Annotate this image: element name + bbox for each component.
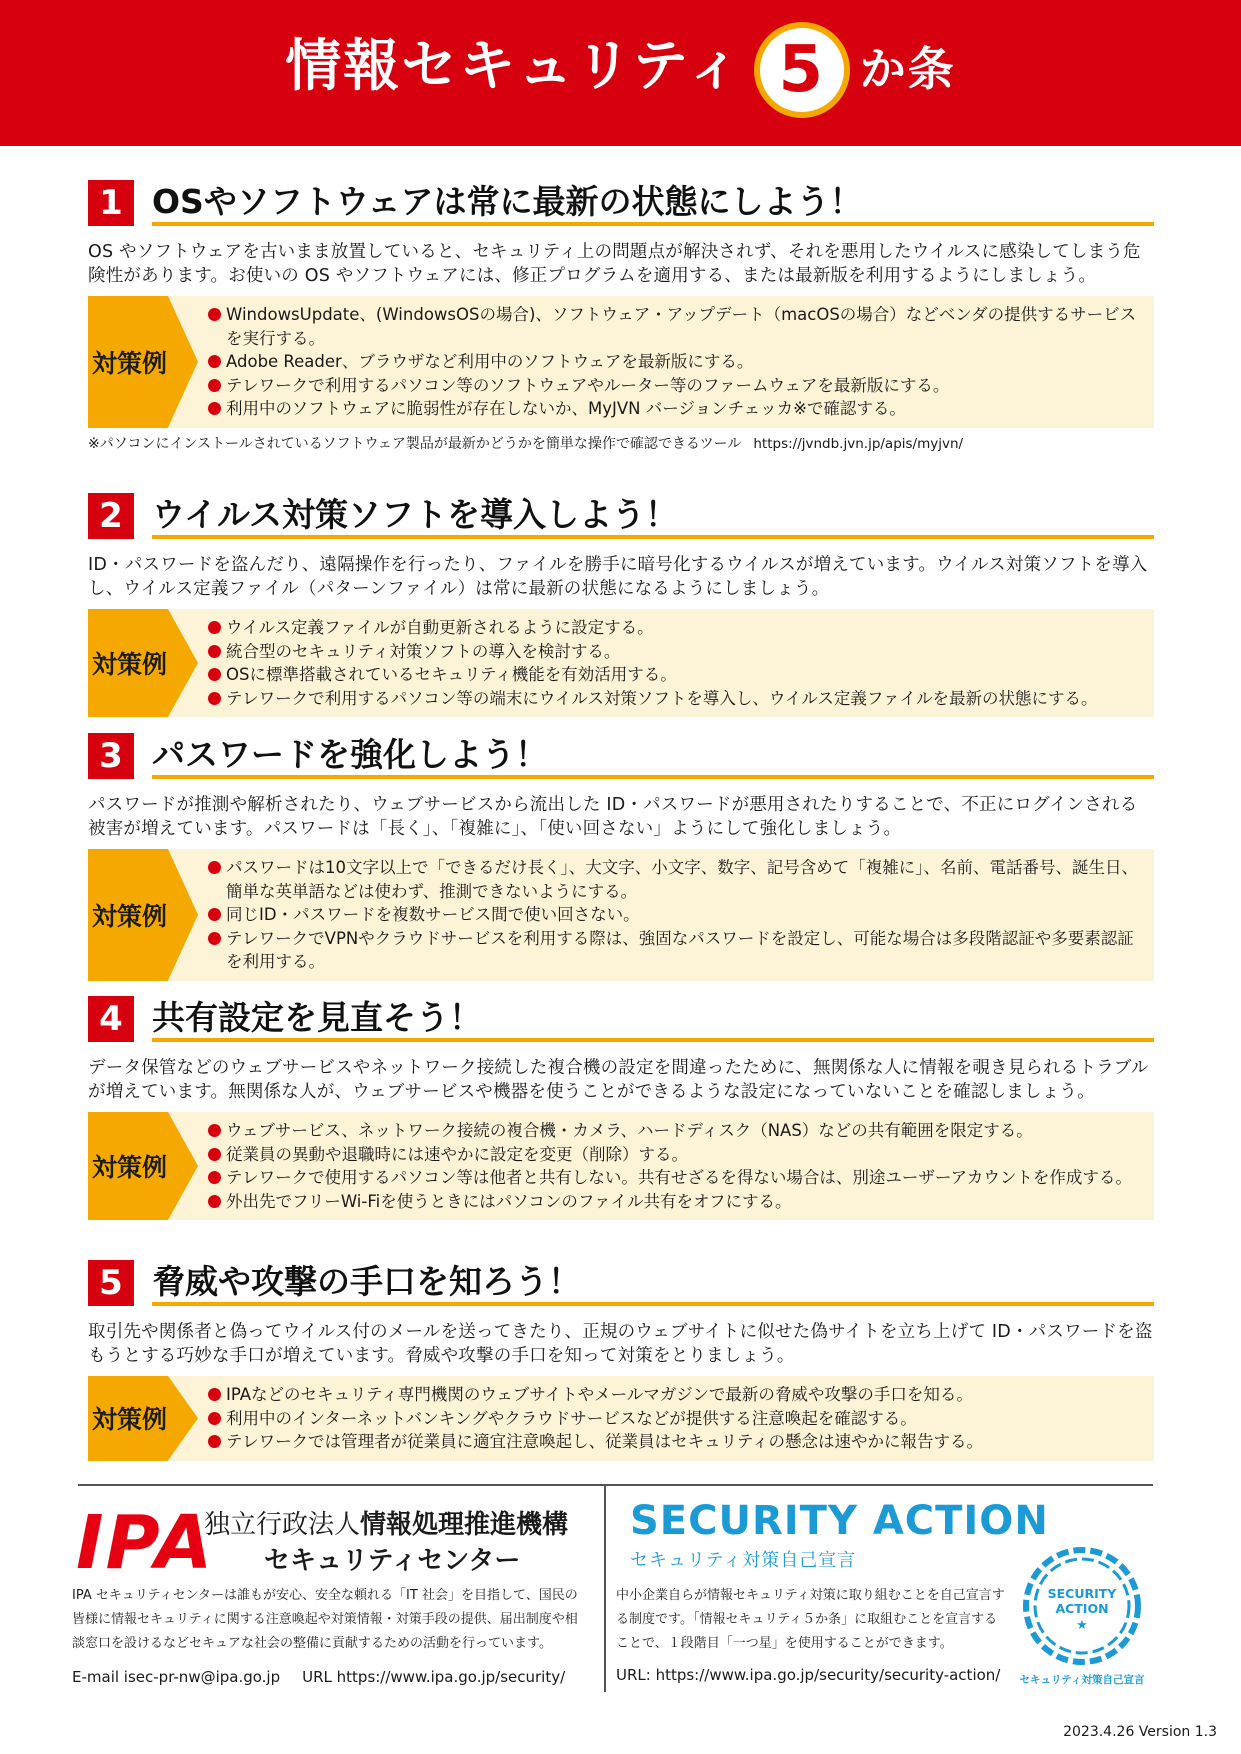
section-header [88,992,1154,1042]
measures-label: 対策例 [92,1405,168,1435]
measures-label: 対策例 [92,901,168,931]
bullet-dot-icon [208,1148,221,1161]
security-action-title: SECURITY ACTION [630,1498,1049,1544]
ipa-org-name: 独立行政法人情報処理推進機構 [204,1510,569,1540]
bullet-dot-icon [208,1171,221,1184]
section-3 [88,729,1154,981]
list-item: テレワークで使用するパソコン等は他者と共有しない。共有せざるを得ない場合は、別途ユーザーアカウントを作成する。 [208,1166,1146,1190]
section-title: パスワードを強化しよう！ [152,735,548,774]
title-number-circle: 5 [754,22,850,118]
myjvn-link[interactable]: https://jvndb.jvn.jp/apis/myjvn/ [753,435,964,452]
ipa-center-name: セキュリティセンター [264,1546,521,1576]
measures-label-bg [88,296,168,428]
list-item: ウェブサービス、ネットワーク接続の複合機・カメラ、ハードディスク（NAS）などの共有範囲を限定する。 [208,1119,1146,1143]
bullet-dot-icon [208,308,221,321]
section-body: OS やソフトウェアを古いまま放置していると、セキュリティ上の問題点が解決されず、それを悪用したウイルスに感染してしまう危険性があります。お使いの OS やソフトウェアには、修正プログラムを適用する、または最新版を利用するようにしましょう。 [88,242,1141,286]
arrow-chevron-icon [168,1112,198,1220]
measures-label-bg [88,609,168,717]
bullet-dot-icon [208,645,221,658]
security-action-url[interactable]: URL: https://www.ipa.go.jp/security/security-action/ [616,1666,1001,1684]
bullet-dot-icon [208,1435,221,1448]
measures-label-bg [88,1112,168,1220]
measures-list [88,296,1154,428]
measures-box [88,609,1154,717]
list-item: IPAなどのセキュリティ専門機関のウェブサイトやメールマガジンで最新の脅威や攻撃の手口を知る。 [208,1383,1146,1407]
section-header [88,489,1154,539]
footer-vertical-divider [604,1486,606,1692]
section-header [88,176,1154,226]
measures-list [88,1376,1154,1461]
section-header [88,1256,1154,1306]
measures-label-bg [88,1376,168,1461]
section-underline [152,1038,1154,1042]
header-banner [0,0,1241,146]
list-item: テレワークでVPNやクラウドサービスを利用する際は、強固なパスワードを設定し、可能な場合は多段階認証や多要素認証を利用する。 [208,927,1146,974]
arrow-chevron-icon [168,296,198,428]
list-item: Adobe Reader、ブラウザなど利用中のソフトウェアを最新版にする。 [208,350,1146,374]
section-number: 5 [88,1260,134,1306]
bullet-dot-icon [208,355,221,368]
footnote: ※パソコンにインストールされているソフトウェア製品が最新かどうかを簡単な操作で確認できるツール https://jvndb.jvn.jp/apis/myjvn/ [88,435,964,452]
measures-label-bg [88,849,168,981]
section-number: 4 [88,996,134,1042]
badge-caption: セキュリティ対策自己宣言 [1019,1674,1145,1686]
title-text-before: 情報セキュリティ [285,34,744,100]
bullet-dot-icon [208,379,221,392]
section-underline [152,775,1154,779]
bullet-dot-icon [208,402,221,415]
list-item: 外出先でフリーWi-Fiを使うときにはパソコンのファイル共有をオフにする。 [208,1190,1146,1214]
arrow-chevron-icon [168,849,198,981]
measures-box [88,1112,1154,1220]
list-item: 利用中のインターネットバンキングやクラウドサービスなどが提供する注意喚起を確認する。 [208,1407,1146,1431]
page-title [0,22,1241,118]
ipa-logo: IPA [76,1500,215,1586]
ipa-email[interactable]: E-mail isec-pr-nw@ipa.go.jp [72,1668,281,1686]
section-underline [152,535,1154,539]
section-number: 3 [88,733,134,779]
bullet-dot-icon [208,692,221,705]
security-action-description: 中小企業自らが情報セキュリティ対策に取り組むことを自己宣言する制度です。「情報セキュリティ５か条」に取組むことを宣言することで、１段階目「一つ星」を使用することができます。 [616,1588,1005,1651]
list-item: 統合型のセキュリティ対策ソフトの導入を検討する。 [208,640,1146,664]
section-underline [152,222,1154,226]
section-number: 2 [88,493,134,539]
section-body: 取引先や関係者と偽ってウイルス付のメールを送ってきたり、正規のウェブサイトに似せた偽サイトを立ち上げて ID・パスワードを盗もうとする巧妙な手口が増えています。脅威や攻撃の手口を知って対策をとりましょう。 [88,1322,1153,1366]
section-header [88,729,1154,779]
section-underline [152,1302,1154,1306]
bullet-dot-icon [208,932,221,945]
ipa-url[interactable]: URL https://www.ipa.go.jp/security/ [302,1668,566,1686]
list-item: テレワークでは管理者が従業員に適宜注意喚起し、従業員はセキュリティの懸念は速やかに報告する。 [208,1430,1146,1454]
section-body: ID・パスワードを盗んだり、遠隔操作を行ったり、ファイルを勝手に暗号化するウイルスが増えています。ウイルス対策ソフトを導入し、ウイルス定義ファイル（パターンファイル）は常に最新の状態になるようにしましょう。 [88,555,1148,599]
bullet-dot-icon [208,1124,221,1137]
version-label: 2023.4.26 Version 1.3 [1063,1724,1217,1740]
bullet-dot-icon [208,1195,221,1208]
section-title: ウイルス対策ソフトを導入しよう！ [152,495,679,534]
bullet-dot-icon [208,621,221,634]
list-item: 利用中のソフトウェアに脆弱性が存在しないか、MyJVN バージョンチェッカ※で確認する。 [208,397,1146,421]
title-text-after: か条 [859,42,956,97]
bullet-dot-icon [208,668,221,681]
badge-text: SECURITY ACTION [1047,1586,1117,1616]
measures-label: 対策例 [92,1153,168,1182]
section-number: 1 [88,180,134,226]
measures-label: 対策例 [92,348,168,378]
measures-box [88,849,1154,981]
section-2 [88,489,1154,717]
bullet-dot-icon [208,1388,221,1401]
measures-list [88,849,1154,981]
list-item: WindowsUpdate、(WindowsOSの場合)、ソフトウェア・アップデート（macOSの場合）などベンダの提供するサービスを実行する。 [208,303,1146,350]
list-item: 同じID・パスワードを複数サービス間で使い回さない。 [208,903,1146,927]
section-5 [88,1256,1154,1461]
bullet-dot-icon [208,908,221,921]
measures-list [88,609,1154,717]
arrow-chevron-icon [168,609,198,717]
security-action-subtitle: セキュリティ対策自己宣言 [630,1550,857,1571]
section-4 [88,992,1154,1220]
list-item: ウイルス定義ファイルが自動更新されるように設定する。 [208,616,1146,640]
ipa-contact [72,1668,587,1686]
section-title: 脅威や攻撃の手口を知ろう！ [152,1262,581,1301]
measures-box [88,296,1154,428]
list-item: パスワードは10文字以上で「できるだけ長く」、大文字、小文字、数字、記号含めて「複雑に」、名前、電話番号、誕生日、簡単な英単語などは使わず、推測できないようにする。 [208,856,1146,903]
bullet-dot-icon [208,861,221,874]
footer-divider [78,1484,1153,1486]
list-item: テレワークで利用するパソコン等のソフトウェアやルーター等のファームウェアを最新版にする。 [208,374,1146,398]
section-title: 共有設定を見直そう！ [152,998,482,1037]
security-action-badge-icon [1016,1540,1148,1672]
list-item: OSに標準搭載されているセキュリティ機能を有効活用する。 [208,663,1146,687]
section-1 [88,176,1154,453]
ipa-description: IPA セキュリティセンターは誰もが安心、安全な頼れる「IT 社会」を目指して、国民の皆様に情報セキュリティに関する注意喚起や対策情報・対策手段の提供、届出制度や相談窓口を設けるなどセキュアな社会の整備に貢献するための活動を行っています。 [72,1588,578,1651]
star-icon: ★ [1076,1618,1088,1633]
list-item: テレワークで利用するパソコン等の端末にウイルス対策ソフトを導入し、ウイルス定義ファイルを最新の状態にする。 [208,687,1146,711]
measures-list [88,1112,1154,1220]
measures-label: 対策例 [92,650,168,679]
arrow-chevron-icon [168,1376,198,1461]
section-body: データ保管などのウェブサービスやネットワーク接続した複合機の設定を間違ったために、無関係な人に情報を覗き見られるトラブルが増えています。無関係な人が、ウェブサービスや機器を使うことができるような設定になっていないことを確認しましょう。 [88,1058,1149,1102]
bullet-dot-icon [208,1412,221,1425]
section-title: OSやソフトウェアは常に最新の状態にしよう！ [152,182,863,221]
list-item: 従業員の異動や退職時には速やかに設定を変更（削除）する。 [208,1143,1146,1167]
section-body: パスワードが推測や解析されたり、ウェブサービスから流出した ID・パスワードが悪用されたりすることで、不正にログインされる被害が増えています。パスワードは「長く」、「複雑に」、「使い回さない」ようにして強化しましょう。 [88,795,1138,839]
measures-box [88,1376,1154,1461]
